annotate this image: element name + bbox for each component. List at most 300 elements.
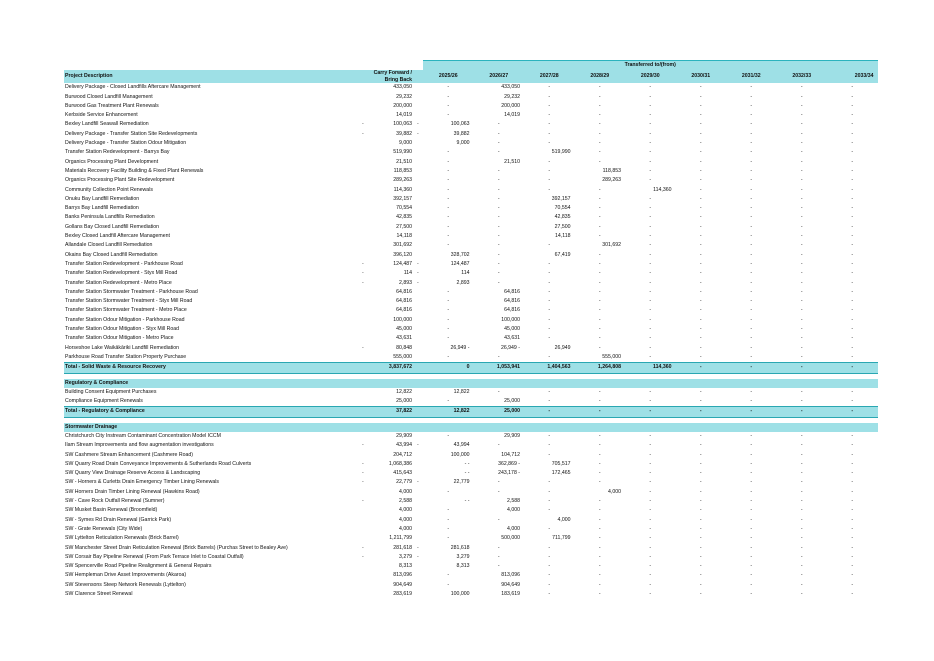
table-row	[64, 397, 878, 407]
year-value-2031-32: -	[750, 591, 753, 598]
project-description: Delivery Package - Transfer Station Site Redevelopments	[65, 130, 198, 137]
year-value-2029-30: -	[649, 270, 652, 277]
sign-marker: -	[362, 479, 364, 486]
capital-carry-forward-sheet	[64, 60, 874, 599]
year-value-2032-33: -	[800, 112, 803, 119]
table-row	[64, 288, 878, 297]
year-value-2027-28: -	[548, 260, 551, 267]
year-value-2025-26: -	[447, 572, 450, 579]
year-value-2026-27: -	[497, 516, 500, 523]
year-value-2032-33: -	[800, 479, 803, 486]
year-value-2030-31: -	[699, 121, 702, 128]
carry-forward-value: 415,643	[393, 470, 412, 477]
sign-marker	[416, 186, 423, 195]
year-value-2028-29: -	[598, 432, 601, 439]
year-value-2027-28: -	[548, 270, 551, 277]
year-value-2033-34: -	[851, 149, 854, 156]
year-value-2027-28: 4,000	[557, 516, 571, 523]
year-value-2028-29: -	[598, 335, 601, 342]
year-value-2033-34: -	[851, 186, 854, 193]
carry-forward-value: 396,120	[393, 251, 412, 258]
table-row	[64, 139, 878, 148]
year-value-2025-26: -	[447, 326, 450, 333]
year-value-2031-32: -	[750, 298, 753, 305]
year-value-2025-26: - -	[464, 460, 470, 467]
year-value-2029-30: -	[649, 233, 652, 240]
table-row	[64, 590, 878, 599]
year-value-2032-33: -	[800, 84, 803, 91]
year-value-2030-31: -	[699, 177, 702, 184]
table-row	[64, 158, 878, 167]
year-value-2029-30: -	[649, 479, 652, 486]
table-row	[64, 581, 878, 590]
year-value-2028-29: -	[598, 140, 601, 147]
year-value-2030-31: -	[699, 525, 702, 532]
table-row	[64, 260, 878, 269]
sign-marker	[416, 353, 423, 363]
year-value-2028-29: -	[598, 214, 601, 221]
year-value-2032-33: -	[800, 167, 803, 174]
sign-marker	[361, 139, 368, 148]
year-value-2031-32: -	[750, 112, 753, 119]
table-row	[64, 186, 878, 195]
year-value-2032-33: -	[800, 140, 803, 147]
year-value-2026-27: -	[497, 242, 500, 249]
year-value-2028-29: -	[598, 233, 601, 240]
carry-forward-value: 433,050	[393, 84, 412, 91]
year-value-2029-30: -	[649, 177, 652, 184]
sign-marker: -	[417, 270, 419, 277]
carry-forward-value: 29,232	[396, 93, 412, 100]
sign-marker	[361, 148, 368, 157]
project-description: Compliance Equipment Renewals	[65, 398, 143, 405]
year-value-2026-27: -	[497, 140, 500, 147]
table-row	[64, 232, 878, 241]
project-description: Transfer Station Redevelopment - Barrys Bay	[65, 149, 170, 156]
year-value-2027-28: -	[548, 488, 551, 495]
spacer	[361, 407, 368, 417]
year-value-2030-31: -	[699, 335, 702, 342]
year-value-2031-32: -	[750, 186, 753, 193]
year-value-2027-28: -	[548, 130, 551, 137]
carry-forward-value: 64,816	[396, 298, 412, 305]
table-body	[64, 83, 878, 599]
year-value-2025-26: 3,279	[456, 553, 470, 560]
year-value-2031-32: -	[750, 307, 753, 314]
year-value-2031-32: -	[750, 535, 753, 542]
year-value-2031-32: -	[750, 205, 753, 212]
carry-forward-value: 3,279	[399, 553, 412, 560]
sign-marker	[416, 102, 423, 111]
sign-marker	[416, 83, 423, 92]
total-year-2032-33: -	[777, 407, 828, 417]
carry-forward-value: 1,068,386	[388, 460, 412, 467]
year-value-2028-29: -	[598, 223, 601, 230]
year-value-2030-31: -	[699, 112, 702, 119]
year-value-2026-27: 43,631	[504, 335, 520, 342]
table-row	[64, 562, 878, 571]
year-value-2027-28: 14,118	[555, 233, 571, 240]
table-row	[64, 460, 878, 469]
year-value-2025-26: -	[447, 242, 450, 249]
year-value-2027-28: -	[548, 298, 551, 305]
year-value-2029-30: -	[649, 130, 652, 137]
carry-forward-value: 2,588	[399, 498, 412, 505]
year-value-2029-30: -	[649, 223, 652, 230]
year-header: 2033/34	[827, 70, 878, 83]
year-value-2030-31: -	[699, 93, 702, 100]
sign-marker	[361, 488, 368, 497]
sign-marker: -	[362, 260, 364, 267]
sign-marker	[416, 334, 423, 343]
project-description: Transfer Station Odour Mitigation - Styx Mill Road	[65, 326, 179, 333]
year-value-2033-34: -	[851, 344, 854, 351]
carry-forward-value: 4,000	[399, 516, 412, 523]
year-value-2029-30: -	[649, 353, 652, 360]
year-value-2032-33: -	[800, 581, 803, 588]
project-description: Allandale Closed Landfill Remediation	[65, 242, 153, 249]
year-value-2033-34: -	[851, 498, 854, 505]
year-value-2026-27: 2,588	[507, 498, 520, 505]
year-value-2025-26: 9,000	[456, 140, 470, 147]
table-row	[64, 571, 878, 580]
table-row	[64, 497, 878, 506]
project-description: Transfer Station Stormwater Treatment - Parkhouse Road	[65, 288, 198, 295]
year-value-2026-27: 200,000	[501, 102, 520, 109]
sign-marker	[361, 506, 368, 515]
year-value-2030-31: -	[699, 451, 702, 458]
sign-marker	[416, 571, 423, 580]
total-year-2028-29: -	[575, 407, 626, 417]
year-value-2026-27: -	[497, 279, 500, 286]
table-row	[64, 451, 878, 460]
year-value-2026-27: -	[497, 121, 500, 128]
year-value-2033-34: -	[851, 251, 854, 258]
year-value-2033-34: -	[851, 298, 854, 305]
year-value-2031-32: -	[750, 572, 753, 579]
sign-marker	[361, 581, 368, 590]
year-value-2027-28: -	[548, 498, 551, 505]
year-value-2032-33: -	[800, 488, 803, 495]
year-value-2025-26: -	[447, 398, 450, 405]
sign-marker	[361, 176, 368, 185]
sign-marker	[416, 158, 423, 167]
year-value-2029-30: -	[649, 167, 652, 174]
year-value-2025-26: - -	[464, 498, 470, 505]
year-value-2028-29: -	[598, 398, 601, 405]
carry-forward-value: 2,893	[399, 279, 412, 286]
year-value-2027-28: 392,157	[551, 195, 571, 202]
year-value-2033-34: -	[851, 233, 854, 240]
sign-marker	[361, 204, 368, 213]
project-description: Horseshoe Lake Waikākāriki Landfill Remediation	[65, 344, 179, 351]
year-value-2026-27: -	[497, 233, 500, 240]
year-value-2029-30: -	[649, 451, 652, 458]
year-value-2029-30: -	[649, 525, 652, 532]
year-value-2025-26: -	[447, 205, 450, 212]
carry-forward-value: 555,000	[393, 353, 412, 360]
total-row	[64, 363, 878, 373]
total-label: Total - Regulatory & Compliance	[64, 407, 361, 417]
year-value-2028-29: -	[598, 591, 601, 598]
sign-marker	[416, 195, 423, 204]
sign-marker	[361, 241, 368, 250]
year-value-2028-29: -	[598, 279, 601, 286]
year-value-2031-32: -	[750, 460, 753, 467]
year-value-2027-28: 70,554	[554, 205, 571, 212]
carry-forward-value: 4,000	[399, 507, 412, 514]
year-value-2033-34: -	[851, 572, 854, 579]
year-value-2029-30: -	[649, 84, 652, 91]
year-value-2027-28: -	[548, 140, 551, 147]
year-value-2027-28: -	[548, 442, 551, 449]
table-row	[64, 432, 878, 441]
carry-forward-value: 21,510	[396, 158, 412, 165]
year-value-2029-30: -	[649, 335, 652, 342]
sign-marker: -	[417, 130, 419, 137]
year-value-2033-34: -	[851, 507, 854, 514]
carry-forward-value: 4,000	[399, 525, 412, 532]
table-row	[64, 297, 878, 306]
year-value-2031-32: -	[750, 223, 753, 230]
year-header: 2028/29	[575, 70, 626, 83]
sign-marker	[361, 590, 368, 599]
year-value-2027-28: -	[548, 112, 551, 119]
carry-forward-value: 64,816	[396, 288, 412, 295]
project-description: SW Hempleman Drive Asset Improvements (Akaroa)	[65, 572, 187, 579]
year-value-2028-29: -	[598, 507, 601, 514]
carry-forward-value: 124,487	[393, 260, 412, 267]
sign-marker: -	[417, 544, 419, 551]
table-row	[64, 534, 878, 543]
year-value-2025-26: -	[447, 507, 450, 514]
year-value-2025-26: 2,893	[456, 279, 470, 286]
year-value-2025-26: 22,779	[453, 479, 470, 486]
year-value-2031-32: -	[750, 488, 753, 495]
total-year-2032-33: -	[777, 363, 828, 373]
year-value-2032-33: -	[800, 242, 803, 249]
year-value-2030-31: -	[699, 214, 702, 221]
carry-forward-value: 43,994	[396, 442, 412, 449]
table-row	[64, 469, 878, 478]
year-value-2032-33: -	[800, 298, 803, 305]
sign-marker: -	[362, 344, 364, 351]
year-value-2028-29: -	[598, 451, 601, 458]
carry-forward-value: 25,000	[396, 398, 412, 405]
year-value-2025-26: -	[447, 223, 450, 230]
year-value-2029-30: -	[649, 535, 652, 542]
year-value-2027-28: 711,799	[552, 535, 571, 542]
year-value-2029-30: -	[649, 279, 652, 286]
project-description-header: Project Description	[64, 70, 361, 83]
year-value-2031-32: -	[750, 167, 753, 174]
carry-forward-value: 12,822	[396, 388, 412, 395]
year-value-2027-28: 27,500	[554, 223, 571, 230]
year-value-2030-31: -	[699, 388, 702, 395]
sign-marker	[416, 469, 423, 478]
sign-marker	[416, 534, 423, 543]
year-value-2031-32: -	[750, 326, 753, 333]
sign-marker	[416, 525, 423, 534]
year-value-2032-33: -	[800, 516, 803, 523]
year-value-2027-28: -	[548, 326, 551, 333]
sign-marker	[361, 223, 368, 232]
project-description: Burwood Closed Landfill Management	[65, 93, 153, 100]
year-value-2026-27: 25,000	[504, 398, 520, 405]
year-value-2025-26: -	[447, 167, 450, 174]
sign-marker	[361, 325, 368, 334]
year-value-2028-29: 289,263	[602, 177, 621, 184]
carry-forward-value: 114	[403, 270, 412, 277]
year-value-2029-30: -	[649, 149, 652, 156]
year-value-2026-27: 104,712	[501, 451, 520, 458]
sign-marker	[361, 525, 368, 534]
table-row	[64, 353, 878, 363]
project-description: Parkhouse Road Transfer Station Property Purchase	[65, 353, 187, 360]
year-value-2026-27: 14,019	[504, 112, 520, 119]
year-value-2028-29: 301,692	[602, 242, 621, 249]
year-value-2029-30: 114,360	[653, 186, 672, 193]
year-value-2028-29: -	[598, 186, 601, 193]
year-value-2025-26: -	[447, 535, 450, 542]
year-value-2033-34: -	[851, 479, 854, 486]
sign-marker: -	[362, 121, 364, 128]
sign-marker: -	[362, 442, 364, 449]
sign-marker	[361, 306, 368, 315]
year-value-2027-28: -	[548, 572, 551, 579]
year-value-2025-26: -	[447, 149, 450, 156]
year-value-2033-34: -	[851, 242, 854, 249]
year-value-2033-34: -	[851, 581, 854, 588]
year-value-2027-28: -	[548, 121, 551, 128]
year-value-2025-26: -	[447, 214, 450, 221]
year-value-2029-30: -	[649, 158, 652, 165]
sign-marker: -	[417, 260, 419, 267]
table-row	[64, 553, 878, 562]
year-value-2031-32: -	[750, 581, 753, 588]
year-value-2025-26: -	[447, 288, 450, 295]
table-row	[64, 102, 878, 111]
sign-marker	[361, 297, 368, 306]
year-value-2030-31: -	[699, 298, 702, 305]
year-value-2027-28: -	[548, 451, 551, 458]
sign-marker	[361, 516, 368, 525]
year-value-2033-34: -	[851, 279, 854, 286]
sign-marker	[416, 516, 423, 525]
spacer	[361, 363, 368, 373]
year-value-2027-28: -	[548, 186, 551, 193]
carry-forward-value: 39,882	[396, 130, 412, 137]
year-value-2026-27: 45,000	[504, 326, 520, 333]
year-header: 2031/32	[726, 70, 777, 83]
year-value-2029-30: -	[649, 516, 652, 523]
table-row	[64, 316, 878, 325]
year-value-2031-32: -	[750, 432, 753, 439]
table-row	[64, 204, 878, 213]
year-value-2027-28: -	[548, 479, 551, 486]
carry-forward-value: 43,631	[396, 335, 412, 342]
year-value-2026-27: 21,510	[504, 158, 520, 165]
year-value-2032-33: -	[800, 288, 803, 295]
year-value-2026-27: 4,000	[507, 507, 520, 514]
year-value-2027-28: -	[548, 398, 551, 405]
year-value-2031-32: -	[750, 214, 753, 221]
year-value-2030-31: -	[699, 553, 702, 560]
total-year-2025-26: 12,822	[423, 407, 474, 417]
carry-forward-value: 289,263	[393, 177, 412, 184]
year-value-2028-29: -	[598, 498, 601, 505]
year-value-2030-31: -	[699, 591, 702, 598]
carry-forward-value: 4,000	[399, 488, 412, 495]
year-value-2026-27: 64,816	[504, 288, 520, 295]
year-value-2030-31: -	[699, 140, 702, 147]
year-value-2030-31: -	[699, 353, 702, 360]
year-value-2028-29: -	[598, 388, 601, 395]
sign-marker	[361, 432, 368, 441]
sign-marker: -	[362, 130, 364, 137]
year-value-2031-32: -	[750, 516, 753, 523]
total-year-2025-26: 0	[423, 363, 474, 373]
year-value-2028-29: -	[598, 316, 601, 323]
year-value-2026-27: -	[497, 353, 500, 360]
year-value-2031-32: -	[750, 279, 753, 286]
sign-marker	[361, 93, 368, 102]
year-value-2032-33: -	[800, 270, 803, 277]
year-value-2032-33: -	[800, 316, 803, 323]
carry-forward-value: 281,618	[393, 544, 412, 551]
sign-marker	[416, 241, 423, 250]
year-value-2028-29: -	[598, 102, 601, 109]
sign-marker	[416, 316, 423, 325]
sign-marker	[361, 562, 368, 571]
sign-marker	[361, 232, 368, 241]
year-value-2032-33: -	[800, 507, 803, 514]
carry-forward-value: 9,000	[399, 140, 412, 147]
year-value-2033-34: -	[851, 470, 854, 477]
year-value-2025-26: -	[447, 195, 450, 202]
project-description: Delivery Package - Transfer Station Odour Mitigation	[65, 140, 187, 147]
year-value-2033-34: -	[851, 353, 854, 360]
table-row	[64, 525, 878, 534]
total-year-2030-31: -	[676, 407, 727, 417]
year-value-2033-34: -	[851, 177, 854, 184]
project-description: Barrys Bay Landfill Remediation	[65, 205, 139, 212]
section-header-row	[64, 379, 878, 388]
year-value-2027-28: -	[548, 102, 551, 109]
carry-forward-value: 22,779	[396, 479, 412, 486]
year-value-2032-33: -	[800, 149, 803, 156]
transferred-header: Transferred to/(from)	[423, 61, 878, 71]
year-value-2029-30: -	[649, 93, 652, 100]
table-row	[64, 195, 878, 204]
year-value-2031-32: -	[750, 398, 753, 405]
year-value-2033-34: -	[851, 460, 854, 467]
carry-forward-value: 301,692	[393, 242, 412, 249]
table-row	[64, 478, 878, 487]
year-value-2032-33: -	[800, 470, 803, 477]
year-value-2033-34: -	[851, 432, 854, 439]
year-value-2026-27: -	[497, 251, 500, 258]
year-value-2028-29: -	[598, 195, 601, 202]
total-year-2027-28: 1,404,563	[524, 363, 575, 373]
year-value-2032-33: -	[800, 130, 803, 137]
year-value-2033-34: -	[851, 270, 854, 277]
year-value-2030-31: -	[699, 130, 702, 137]
year-value-2025-26: -	[447, 488, 450, 495]
year-value-2033-34: -	[851, 84, 854, 91]
year-value-2025-26: 100,000	[450, 451, 470, 458]
year-value-2026-27: -	[497, 214, 500, 221]
